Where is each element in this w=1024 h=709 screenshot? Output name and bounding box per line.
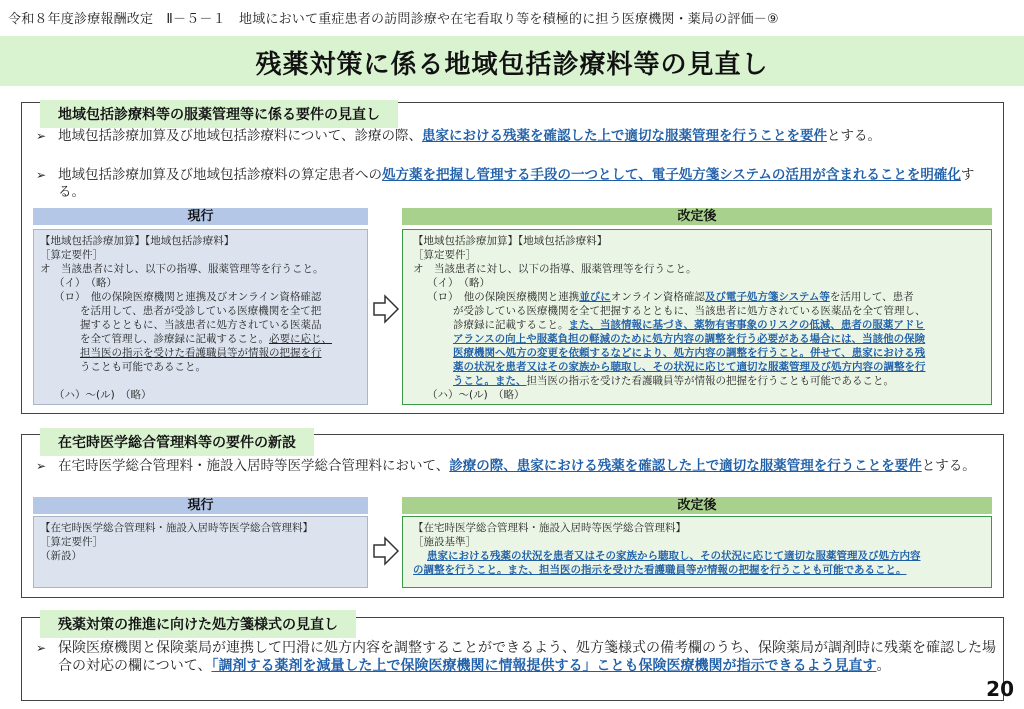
section2-new-header: 改定後 — [402, 497, 992, 514]
old-line: （イ） （略） — [54, 277, 117, 289]
hollow-right-arrow-icon — [372, 536, 400, 566]
new-line: （イ） （略） — [427, 277, 490, 289]
new-highlight: また、当該情報に基づき、薬物有害事象のリスクの低減、患者の服薬アドヒ — [568, 319, 925, 331]
new-line: ［施設基準］ — [413, 536, 476, 548]
old-underlined: 必要に応じ、 — [269, 333, 332, 345]
section2-new-box — [402, 516, 992, 588]
new-text: を活用して、患者 — [829, 291, 914, 303]
old-text: を全て管理し、診療録に記載すること。 — [80, 333, 269, 345]
new-line: 薬の状況を患者又はその家族から聴取し、その状況に応じて適切な服薬管理及び処方内容の調整を行 — [453, 361, 926, 373]
new-line: 患家における残薬の状況を患者又はその家族から聴取し、その状況に応じて適切な服薬管理及び処方内容 — [427, 550, 921, 562]
bullet-text: 。 — [876, 658, 891, 674]
new-line: ［算定要件］ — [413, 249, 476, 261]
bullet-highlight: 処方薬を把握し管理する手段の一つとして、電子処方箋システムの活用が含まれることを明確化 — [382, 167, 961, 183]
new-line: オ 当該患者に対し、以下の指導、服薬管理等を行うこと。 — [413, 263, 697, 275]
section1-old-box — [33, 229, 368, 405]
new-line: （ハ）～(ル) （略） — [427, 389, 525, 401]
new-line: アランスの向上や服薬負担の軽減のために処方内容の調整を行う必要がある場合には、当該他の保険 — [453, 333, 926, 345]
new-text: （ロ） 他の保険医療機関と連携 — [427, 291, 580, 303]
old-line: （ハ）～(ル) （略） — [54, 389, 152, 401]
old-line — [40, 332, 361, 346]
bullet-text: する。 — [58, 167, 975, 200]
section2-bullet — [36, 458, 993, 475]
new-text: 担当医の指示を受けた看護職員等が情報の把握を行うことも可能であること。 — [526, 375, 894, 387]
old-line: 握するとともに、当該患者に処方されている医薬品 — [80, 319, 322, 331]
old-line: （新設） — [40, 550, 82, 562]
section1-new-box — [402, 229, 992, 405]
bullet-text: とする。 — [921, 458, 976, 474]
new-text: オンライン資格確認 — [610, 291, 705, 303]
new-highlight: 並びに — [579, 291, 611, 303]
new-text: 診療録に記載すること。 — [453, 319, 569, 331]
arrowhead-bullet-icon: ➢ — [36, 129, 47, 143]
new-line: が受診している医療機関を全て把握するとともに、当該患者に処方されている医薬品を全て管理し、 — [453, 305, 926, 317]
section2-old-header: 現行 — [33, 497, 368, 514]
page-number: 20 — [986, 677, 1014, 701]
arrowhead-bullet-icon: ➢ — [36, 459, 47, 473]
bullet-text: 保険医療機関と保険薬局が連携して円滑に処方内容を調整することができるよう、処方箋様式の備考欄のうち、保険薬局が調剤時に残薬を確認した場合の対応の欄について、 — [58, 640, 996, 674]
old-line: オ 当該患者に対し、以下の指導、服薬管理等を行うこと。 — [40, 263, 324, 275]
old-line: を活用して、患者が受診している医療機関を全て把 — [80, 305, 322, 317]
new-line — [413, 290, 985, 304]
new-line: 【地域包括診療加算】【地域包括診療料】 — [413, 235, 608, 247]
page-title: 残薬対策に係る地域包括診療料等の見直し — [255, 50, 769, 80]
hollow-right-arrow-icon — [372, 294, 400, 324]
section1-bullet-1 — [36, 128, 993, 145]
old-line: （ロ） 他の保険医療機関と連携及びオンライン資格確認 — [54, 291, 322, 303]
new-line — [413, 374, 985, 388]
section3-bullet — [36, 639, 998, 675]
new-highlight: 及び電子処方箋システム等 — [704, 291, 830, 303]
section3-label: 残薬対策の推進に向けた処方箋様式の見直し — [40, 610, 356, 638]
section1-bullet-2 — [36, 167, 993, 201]
bullet-highlight: 「調剤する薬剤を減量した上で保険医療機関に情報提供する」ことも保険医療機関が指示できるよう見直す — [211, 658, 877, 674]
old-line: 【地域包括診療加算】【地域包括診療料】 — [40, 235, 235, 247]
bullet-text: 在宅時医学総合管理料・施設入居時等医学総合管理料において、 — [58, 458, 450, 474]
section2-old-box — [33, 516, 368, 588]
section1-old-header: 現行 — [33, 208, 368, 225]
new-highlight: うこと。また、 — [453, 375, 527, 387]
old-line: 【在宅時医学総合管理料・施設入居時等医学総合管理料】 — [40, 522, 313, 534]
bullet-text: 地域包括診療加算及び地域包括診療料の算定患者への — [58, 167, 382, 183]
section1-label: 地域包括診療料等の服薬管理等に係る要件の見直し — [40, 100, 398, 128]
bullet-text: 地域包括診療加算及び地域包括診療料について、診療の際、 — [58, 128, 422, 144]
arrowhead-bullet-icon: ➢ — [36, 168, 47, 182]
new-line: 【在宅時医学総合管理料・施設入居時等医学総合管理料】 — [413, 522, 686, 534]
new-line: 医療機関へ処方の変更を依頼するなどにより、処方内容の調整を行うこと。併せて、患家における残 — [453, 347, 926, 359]
bullet-highlight: 患家における残薬を確認した上で適切な服薬管理を行うことを要件 — [421, 128, 827, 144]
arrowhead-bullet-icon: ➢ — [36, 641, 47, 655]
section1-new-header: 改定後 — [402, 208, 992, 225]
old-line: 担当医の指示を受けた看護職員等が情報の把握を行 — [80, 347, 322, 359]
breadcrumb: 令和８年度診療報酬改定 Ⅱ－５－１ 地域において重症患者の訪問診療や在宅看取り等を積極的に担う医療機関・薬局の評価－⑨ — [8, 12, 779, 27]
old-line: うことも可能であること。 — [80, 361, 206, 373]
new-line: の調整を行うこと。また、担当医の指示を受けた看護職員等が情報の把握を行うことも可能であること。 — [413, 564, 907, 576]
bullet-highlight: 診療の際、患家における残薬を確認した上で適切な服薬管理を行うことを要件 — [449, 458, 922, 474]
old-line: ［算定要件］ — [40, 249, 103, 261]
bullet-text: とする。 — [826, 128, 881, 144]
section2-label: 在宅時医学総合管理料等の要件の新設 — [40, 428, 314, 456]
old-line: ［算定要件］ — [40, 536, 103, 548]
new-line — [413, 318, 985, 332]
